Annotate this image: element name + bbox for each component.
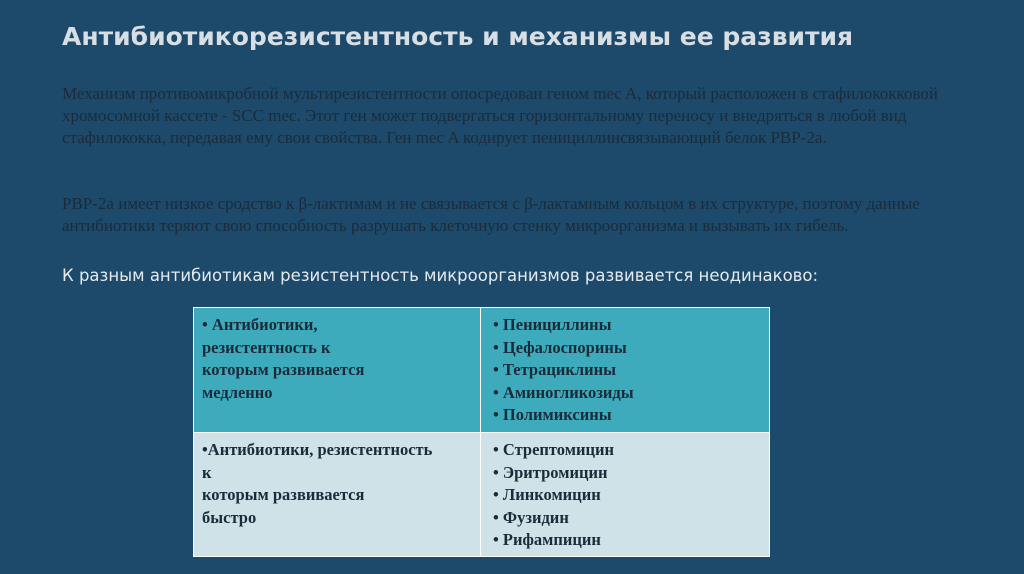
list-item: • Аминогликозиды bbox=[493, 382, 761, 405]
fast-resistance-drugs-cell bbox=[481, 433, 770, 557]
list-item: • Тетрациклины bbox=[493, 359, 761, 382]
fast-resistance-category: •Антибиотики, резистентность к которым развивается быстро bbox=[202, 440, 433, 527]
fast-resistance-drug-list bbox=[489, 439, 761, 552]
list-item: • Рифампицин bbox=[493, 529, 761, 552]
list-item: • Пенициллины bbox=[493, 314, 761, 337]
list-item: • Цефалоспорины bbox=[493, 337, 761, 360]
table-row-fast-resistance bbox=[194, 433, 770, 557]
slow-resistance-drug-list bbox=[489, 314, 761, 427]
resistance-intro-text: К разным антибиотикам резистентность микроорганизмов развивается неодинаково: bbox=[62, 266, 819, 285]
slow-resistance-category-cell bbox=[194, 308, 481, 433]
slow-resistance-category: • Антибиотики, резистентность к которым развивается медленно bbox=[202, 315, 365, 402]
slide-title: Антибиотикорезистентность и механизмы ее развития bbox=[62, 22, 854, 51]
slow-resistance-drugs-cell bbox=[481, 308, 770, 433]
list-item: • Эритромицин bbox=[493, 462, 761, 485]
list-item: • Фузидин bbox=[493, 507, 761, 530]
resistance-comparison-table bbox=[193, 307, 770, 557]
pbp-2a-paragraph: PBP-2a имеет низкое сродство к β-лактимам и не связывается с β-лактамным кольцом в их структуре, поэтому данные антибиотики теряют свою способность разрушать клеточную стенку микроорганизма и вызывать их гибель. bbox=[62, 194, 920, 235]
fast-resistance-category-cell bbox=[194, 433, 481, 557]
list-item: • Линкомицин bbox=[493, 484, 761, 507]
list-item: • Полимиксины bbox=[493, 404, 761, 427]
mec-a-mechanism-paragraph: Механизм противомикробной мультирезистентности опосредован геном mec A, который расположен в стафилококковой хромосомной кассете - SCC mec. Этот ген может подвергаться горизонтальному переносу и внедряться в любой вид стафилококка, передавая ему свои свойства. Ген mec A кодирует пенициллинсвязывающий белок PBP-2a. bbox=[62, 84, 938, 147]
table-row-slow-resistance bbox=[194, 308, 770, 433]
list-item: • Стрептомицин bbox=[493, 439, 761, 462]
